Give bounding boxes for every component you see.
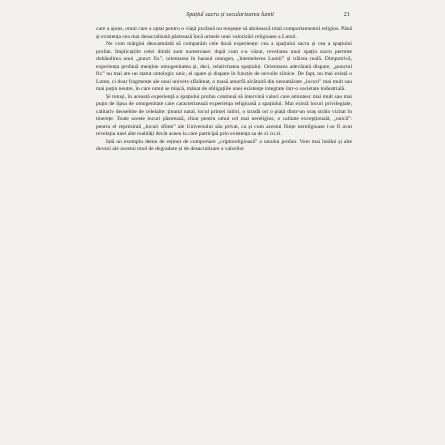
paragraph: care a ajuns, omul care a optat pentru o viață profană nu reușește să abolească total comportamentul religios. Până și existența cea mai desacralizată păstrează încă urmele unei valorizări religioase a Lumii. — [96, 26, 352, 40]
running-head: Spațiul sacru și secularizarea lumii — [186, 11, 274, 18]
paragraph: Și totuși, în această experiență a spațiului profan continuă să intervină valori care amintesc mai mult sau mai puțin de lipsa de omogenitate care caracterizează experiența religioasă a spațiului. Mai există locuri privilegiate, calitativ deosebite de celelalte: ținutul natal, locul primei iubiri, o stradă ori o piață dintr-un oraș străin vizitat în tinerețe. Toate aceste locuri păstrează, chiar pentru omul cel mai nereligios, o calitate excepțională, „unică”: pentru el reprezintă „locuri sfinte” ale Universului său privat, ca și cum acestui ființe nereligioase i-ar fi avut revelația unei alte realități decât aceea la care participă prin existența sa de zi cu zi. — [96, 93, 352, 137]
paragraph: Iată un exemplu demn de reținut de comportare „criptoreligioasă” a omului profan. Vom mai întâlni și alte dovezi ale acestui mod de degradare și de desacralizare a valorilor — [96, 138, 352, 152]
page-number: 21 — [343, 11, 350, 18]
body-text — [96, 26, 352, 440]
paragraph: Ne vom mărgini deocamdată să comparăm cele două experiențe: cea a spațiului sacru și cea a spațiului profan. Implicațiile celei dintâi sunt numeroase: după cum s-a văzut, revelarea unui spațiu sacru permite dobândirea unui „punct fix”, orientarea în haosul omogen, „întemeierea Lumii” și trăirea reală. Dimpotrivă, experiența profană menține omogenitatea și, deci, relativitatea spațiului. Orientarea adevărată dispare, „punctul fix” nu mai are un statut ontologic unic, el apare și dispare în funcție de nevoile zilnice. De fapt, nu mai există o Lume, ci doar fragmente ale unui univers sfărâmat, o masă amorfă alcătuită din nenumărate „locuri” mai mult sau mai puțin neutre, în care omul se mișcă, mânat de obligațiile unei existențe integrate într-o societate industrială. — [96, 41, 352, 92]
